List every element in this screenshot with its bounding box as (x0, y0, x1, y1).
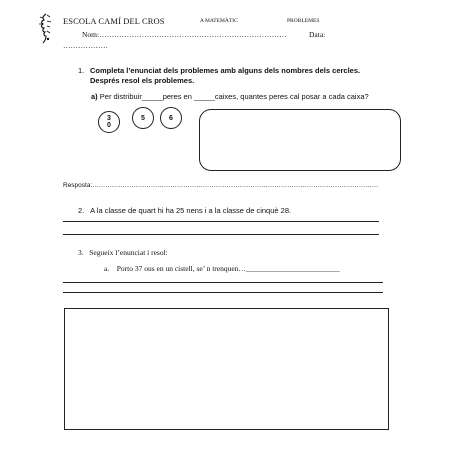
answer-rule[interactable] (63, 292, 383, 293)
question-1a (91, 92, 369, 101)
question-3a-label: a. (104, 264, 110, 273)
question-2-number: 2. (78, 206, 85, 215)
number-circle-6 (160, 107, 182, 129)
section-label: PROBLEMES (287, 18, 320, 24)
question-1-text: Completa l’enunciat dels problemes amb alguns dels nombres dels cercles. Després resol els problemes. (90, 66, 361, 85)
question-3 (78, 248, 168, 257)
number-circle-5 (132, 107, 154, 129)
question-1a-text: Per distribuir_____peres en _____caixes, quantes peres cal posar a cada caixa? (99, 92, 369, 101)
number-circle-6-value: 6 (169, 114, 173, 122)
answer-rule[interactable] (63, 282, 383, 283)
question-2-text: A la classe de quart hi ha 25 nens i a la classe de cinquè 28. (90, 206, 292, 215)
number-circle-30 (98, 111, 120, 133)
question-1a-label: a) (91, 92, 98, 101)
question-2 (78, 206, 291, 215)
date-label: Data: (309, 30, 326, 39)
date-field-dots[interactable]: ……………… (63, 41, 108, 50)
school-name: ESCOLA CAMÍ DEL CROS (63, 16, 165, 26)
question-1-number: 1. (78, 66, 85, 75)
question-3-number: 3. (78, 248, 84, 257)
name-field[interactable]: Nom:………………………………………………………………… (82, 30, 287, 39)
question-3-text: Segueix l’enunciat i resol: (89, 248, 168, 257)
answer-line[interactable]: Resposta:…………………………………………………………………………………………………………………… (63, 182, 379, 189)
subject-label: A MATEMÀTIC (200, 18, 238, 24)
question-3a (104, 264, 340, 273)
number-circle-30-value: 3 0 (107, 115, 111, 129)
question-3a-text: Porto 37 ous en un cistell, se’ n trenquen…_________________________ (116, 264, 340, 273)
answer-rule[interactable] (63, 221, 379, 222)
answer-box[interactable] (199, 109, 401, 171)
number-circle-5-value: 5 (141, 114, 145, 122)
school-logo-icon (38, 12, 54, 44)
work-area-box[interactable] (64, 308, 389, 430)
answer-rule[interactable] (63, 234, 379, 235)
